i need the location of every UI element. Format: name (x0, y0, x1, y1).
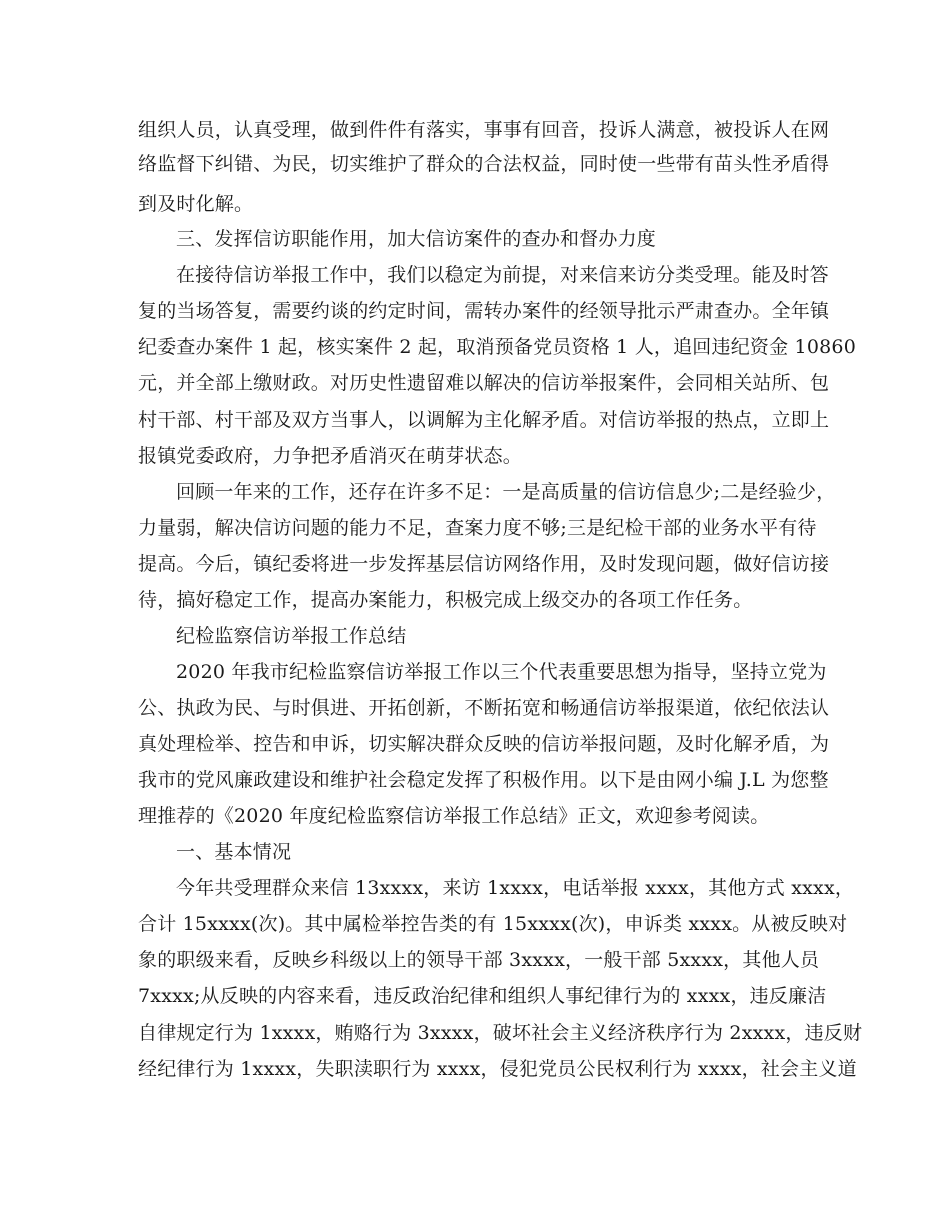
text-line: 自律规定行为 1xxxx，贿赂行为 3xxxx，破坏社会主义经济秩序行为 2xxxx，违反财 (138, 1022, 863, 1044)
text-line: 7xxxx;从反映的内容来看，违反政治纪律和组织人事纪律行为的 xxxx，违反廉洁 (138, 985, 827, 1007)
text-line: 象的职级来看，反映乡科级以上的领导干部 3xxxx，一般干部 5xxxx，其他人员 (138, 949, 820, 971)
text-line: 力量弱，解决信访问题的能力不足，查案力度不够;三是纪检干部的业务水平有待 (138, 517, 817, 539)
text-line: 经纪律行为 1xxxx，失职渎职行为 xxxx，侵犯党员公民权利行为 xxxx，社会主义道 (138, 1058, 857, 1080)
section-heading: 三、发挥信访职能作用，加大信访案件的查办和督办力度 (176, 228, 657, 250)
text-line: 报镇党委政府，力争把矛盾消灭在萌芽状态。 (138, 445, 523, 467)
text-line: 纪委查办案件 1 起，核实案件 2 起，取消预备党员资格 1 人，追回违纪资金 10860 (138, 336, 856, 358)
text-line: 2020 年我市纪检监察信访举报工作以三个代表重要思想为指导，坚持立党为 (176, 661, 827, 683)
text-line: 元，并全部上缴财政。对历史性遗留难以解决的信访举报案件，会同相关站所、包 (138, 372, 830, 394)
text-line: 今年共受理群众来信 13xxxx，来访 1xxxx，电话举报 xxxx，其他方式 xxxx， (176, 877, 855, 899)
text-line: 复的当场答复，需要约谈的约定时间，需转办案件的经领导批示严肃查办。全年镇 (138, 300, 830, 322)
text-line: 我市的党风廉政建设和维护社会稳定发挥了积极作用。以下是由网小编 J.L 为您整 (138, 769, 829, 791)
text-line: 待，搞好稳定工作，提高办案能力，积极完成上级交办的各项工作任务。 (138, 589, 753, 611)
text-line: 提高。今后，镇纪委将进一步发挥基层信访网络作用，及时发现问题，做好信访接 (138, 553, 830, 575)
text-line: 在接待信访举报工作中，我们以稳定为前提，对来信来访分类受理。能及时答 (176, 264, 829, 286)
text-line: 合计 15xxxx(次)。其中属检举控告类的有 15xxxx(次)，申诉类 xxxx。从被反映对 (138, 913, 848, 935)
text-line: 到及时化解。 (138, 193, 254, 215)
text-line: 理推荐的《2020 年度纪检监察信访举报工作总结》正文，欢迎参考阅读。 (138, 805, 770, 827)
text-line: 真处理检举、控告和申诉，切实解决群众反映的信访举报问题，及时化解矛盾，为 (138, 733, 830, 755)
text-line: 组织人员，认真受理，做到件件有落实，事事有回音，投诉人满意，被投诉人在网 (138, 119, 830, 141)
text-line: 络监督下纠错、为民，切实维护了群众的合法权益，同时使一些带有苗头性矛盾得 (138, 153, 830, 175)
section-heading: 一、基本情况 (176, 841, 292, 863)
text-line: 回顾一年来的工作，还存在许多不足：一是高质量的信访信息少;二是经验少， (176, 481, 836, 503)
section-heading: 纪检监察信访举报工作总结 (176, 625, 407, 647)
text-line: 公、执政为民、与时俱进、开拓创新，不断拓宽和畅通信访举报渠道，依纪依法认 (138, 697, 830, 719)
text-line: 村干部、村干部及双方当事人，以调解为主化解矛盾。对信访举报的热点，立即上 (138, 409, 830, 431)
